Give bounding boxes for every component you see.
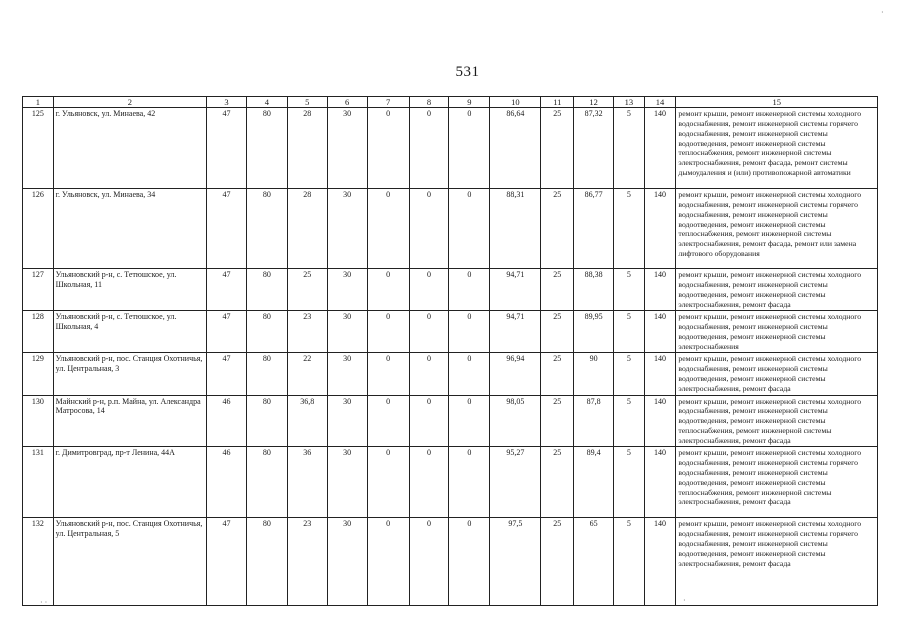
table-row	[23, 108, 878, 189]
address-cell: Ульяновский р-н, пос. Станция Охотничья, ул. Центральная, 5	[53, 518, 206, 606]
column-header: 9	[449, 97, 490, 108]
table-row	[23, 311, 878, 353]
value-cell: 0	[449, 108, 490, 189]
works-list-cell: ремонт крыши, ремонт инженерной системы холодного водоснабжения, ремонт инженерной системы водоотведения, ремонт инженерной системы электроснабжения	[676, 311, 878, 353]
value-cell: 86,77	[574, 189, 614, 269]
value-cell: 25	[541, 311, 574, 353]
value-cell: 30	[327, 447, 367, 518]
value-cell: 95,27	[490, 447, 541, 518]
value-cell: 80	[246, 311, 287, 353]
value-cell: 140	[644, 518, 676, 606]
value-cell: 25	[541, 395, 574, 447]
value-cell: 0	[367, 311, 409, 353]
value-cell: 5	[614, 108, 645, 189]
value-cell: 47	[207, 189, 247, 269]
value-cell: 5	[614, 447, 645, 518]
scan-speck: ·	[683, 596, 686, 605]
value-cell: 98,05	[490, 395, 541, 447]
value-cell: 47	[207, 108, 247, 189]
value-cell: 25	[541, 518, 574, 606]
row-number: 129	[23, 353, 54, 395]
value-cell: 140	[644, 269, 676, 311]
value-cell: 140	[644, 189, 676, 269]
value-cell: 25	[541, 189, 574, 269]
value-cell: 80	[246, 269, 287, 311]
value-cell: 47	[207, 518, 247, 606]
value-cell: 30	[327, 108, 367, 189]
value-cell: 25	[541, 108, 574, 189]
address-cell: г. Димитровград, пр-т Ленина, 44А	[53, 447, 206, 518]
row-number: 126	[23, 189, 54, 269]
works-list-cell: ремонт крыши, ремонт инженерной системы холодного водоснабжения, ремонт инженерной системы горячего водоснабжения, ремонт инженерной системы водоотведения, ремонт инженерной системы теплоснабжения, ремонт инженерной системы электроснабжения, ремонт фасада	[676, 447, 878, 518]
table-row	[23, 189, 878, 269]
value-cell: 0	[449, 518, 490, 606]
table-row	[23, 353, 878, 395]
page-number: 531	[455, 64, 480, 80]
works-list-cell: ремонт крыши, ремонт инженерной системы холодного водоснабжения, ремонт инженерной системы горячего водоснабжения, ремонт инженерной системы водоотведения, ремонт инженерной системы теплоснабжения, ремонт инженерной системы электроснабжения, ремонт фасада, ремонт системы дымоудаления и (или) противопожарной автоматики	[676, 108, 878, 189]
value-cell: 25	[541, 447, 574, 518]
value-cell: 0	[449, 447, 490, 518]
value-cell: 80	[246, 395, 287, 447]
value-cell: 5	[614, 189, 645, 269]
address-cell: Ульяновский р-н, с. Тетюшское, ул. Школьная, 11	[53, 269, 206, 311]
value-cell: 0	[449, 269, 490, 311]
value-cell: 30	[327, 518, 367, 606]
repair-program-table	[22, 96, 878, 606]
value-cell: 0	[449, 395, 490, 447]
value-cell: 0	[449, 189, 490, 269]
value-cell: 0	[367, 395, 409, 447]
value-cell: 87,8	[574, 395, 614, 447]
works-list-cell: ремонт крыши, ремонт инженерной системы холодного водоснабжения, ремонт инженерной системы водоотведения, ремонт инженерной системы электроснабжения, ремонт фасада	[676, 269, 878, 311]
column-header: 14	[644, 97, 676, 108]
column-header: 7	[367, 97, 409, 108]
value-cell: 25	[541, 269, 574, 311]
value-cell: 30	[327, 353, 367, 395]
value-cell: 90	[574, 353, 614, 395]
column-header: 5	[287, 97, 327, 108]
value-cell: 96,94	[490, 353, 541, 395]
value-cell: 140	[644, 311, 676, 353]
value-cell: 0	[409, 189, 449, 269]
works-list-cell: ремонт крыши, ремонт инженерной системы холодного водоснабжения, ремонт инженерной системы водоотведения, ремонт инженерной системы теплоснабжения, ремонт инженерной системы электроснабжения, ремонт фасада	[676, 395, 878, 447]
value-cell: 25	[287, 269, 327, 311]
value-cell: 0	[409, 311, 449, 353]
value-cell: 0	[367, 189, 409, 269]
value-cell: 25	[541, 353, 574, 395]
table-row	[23, 518, 878, 606]
value-cell: 80	[246, 353, 287, 395]
column-header: 10	[490, 97, 541, 108]
value-cell: 0	[409, 447, 449, 518]
value-cell: 140	[644, 353, 676, 395]
row-number: 127	[23, 269, 54, 311]
value-cell: 94,71	[490, 311, 541, 353]
table-row	[23, 395, 878, 447]
value-cell: 86,64	[490, 108, 541, 189]
value-cell: 30	[327, 269, 367, 311]
value-cell: 47	[207, 353, 247, 395]
address-cell: Ульяновский р-н, пос. Станция Охотничья, ул. Центральная, 3	[53, 353, 206, 395]
value-cell: 94,71	[490, 269, 541, 311]
row-number: 125	[23, 108, 54, 189]
address-cell: Майнский р-н, р.п. Майна, ул. Александра Матросова, 14	[53, 395, 206, 447]
address-cell: г. Ульяновск, ул. Минаева, 34	[53, 189, 206, 269]
value-cell: 30	[327, 189, 367, 269]
column-header: 1	[23, 97, 54, 108]
value-cell: 30	[327, 395, 367, 447]
table-row	[23, 269, 878, 311]
value-cell: 46	[207, 447, 247, 518]
value-cell: 46	[207, 395, 247, 447]
value-cell: 65	[574, 518, 614, 606]
value-cell: 0	[409, 395, 449, 447]
value-cell: 28	[287, 189, 327, 269]
value-cell: 5	[614, 269, 645, 311]
value-cell: 30	[327, 311, 367, 353]
value-cell: 140	[644, 108, 676, 189]
value-cell: 23	[287, 311, 327, 353]
value-cell: 5	[614, 353, 645, 395]
value-cell: 89,4	[574, 447, 614, 518]
scan-speck: · ·	[40, 598, 48, 607]
value-cell: 0	[449, 353, 490, 395]
column-number-row	[23, 97, 878, 108]
column-header: 11	[541, 97, 574, 108]
value-cell: 88,31	[490, 189, 541, 269]
address-cell: г. Ульяновск, ул. Минаева, 42	[53, 108, 206, 189]
row-number: 128	[23, 311, 54, 353]
works-list-cell: ремонт крыши, ремонт инженерной системы холодного водоснабжения, ремонт инженерной системы водоотведения, ремонт инженерной системы электроснабжения, ремонт фасада	[676, 353, 878, 395]
value-cell: 36,8	[287, 395, 327, 447]
value-cell: 23	[287, 518, 327, 606]
value-cell: 97,5	[490, 518, 541, 606]
value-cell: 28	[287, 108, 327, 189]
value-cell: 0	[409, 108, 449, 189]
works-list-cell: ремонт крыши, ремонт инженерной системы холодного водоснабжения, ремонт инженерной системы горячего водоснабжения, ремонт инженерной системы водоотведения, ремонт инженерной системы электроснабжения, ремонт фасада	[676, 518, 878, 606]
column-header: 6	[327, 97, 367, 108]
value-cell: 80	[246, 189, 287, 269]
row-number: 130	[23, 395, 54, 447]
column-header: 15	[676, 97, 878, 108]
value-cell: 0	[367, 518, 409, 606]
table-row	[23, 447, 878, 518]
value-cell: 5	[614, 395, 645, 447]
column-header: 4	[246, 97, 287, 108]
value-cell: 88,38	[574, 269, 614, 311]
value-cell: 0	[367, 447, 409, 518]
value-cell: 80	[246, 447, 287, 518]
value-cell: 0	[367, 353, 409, 395]
value-cell: 0	[409, 518, 449, 606]
value-cell: 5	[614, 518, 645, 606]
column-header: 2	[53, 97, 206, 108]
value-cell: 22	[287, 353, 327, 395]
column-header: 12	[574, 97, 614, 108]
value-cell: 0	[409, 353, 449, 395]
value-cell: 0	[409, 269, 449, 311]
value-cell: 0	[367, 269, 409, 311]
value-cell: 47	[207, 311, 247, 353]
value-cell: 0	[449, 311, 490, 353]
value-cell: 140	[644, 447, 676, 518]
row-number: 132	[23, 518, 54, 606]
value-cell: 5	[614, 311, 645, 353]
value-cell: 80	[246, 108, 287, 189]
row-number: 131	[23, 447, 54, 518]
address-cell: Ульяновский р-н, с. Тетюшское, ул. Школьная, 4	[53, 311, 206, 353]
value-cell: 47	[207, 269, 247, 311]
value-cell: 87,32	[574, 108, 614, 189]
value-cell: 0	[367, 108, 409, 189]
value-cell: 140	[644, 395, 676, 447]
value-cell: 80	[246, 518, 287, 606]
column-header: 3	[207, 97, 247, 108]
works-list-cell: ремонт крыши, ремонт инженерной системы холодного водоснабжения, ремонт инженерной системы горячего водоснабжения, ремонт инженерной системы водоотведения, ремонт инженерной системы теплоснабжения, ремонт инженерной системы электроснабжения, ремонт фасада, ремонт или замена лифтового оборудования	[676, 189, 878, 269]
column-header: 8	[409, 97, 449, 108]
scan-speck: ·	[881, 8, 884, 17]
column-header: 13	[614, 97, 645, 108]
value-cell: 36	[287, 447, 327, 518]
value-cell: 89,95	[574, 311, 614, 353]
